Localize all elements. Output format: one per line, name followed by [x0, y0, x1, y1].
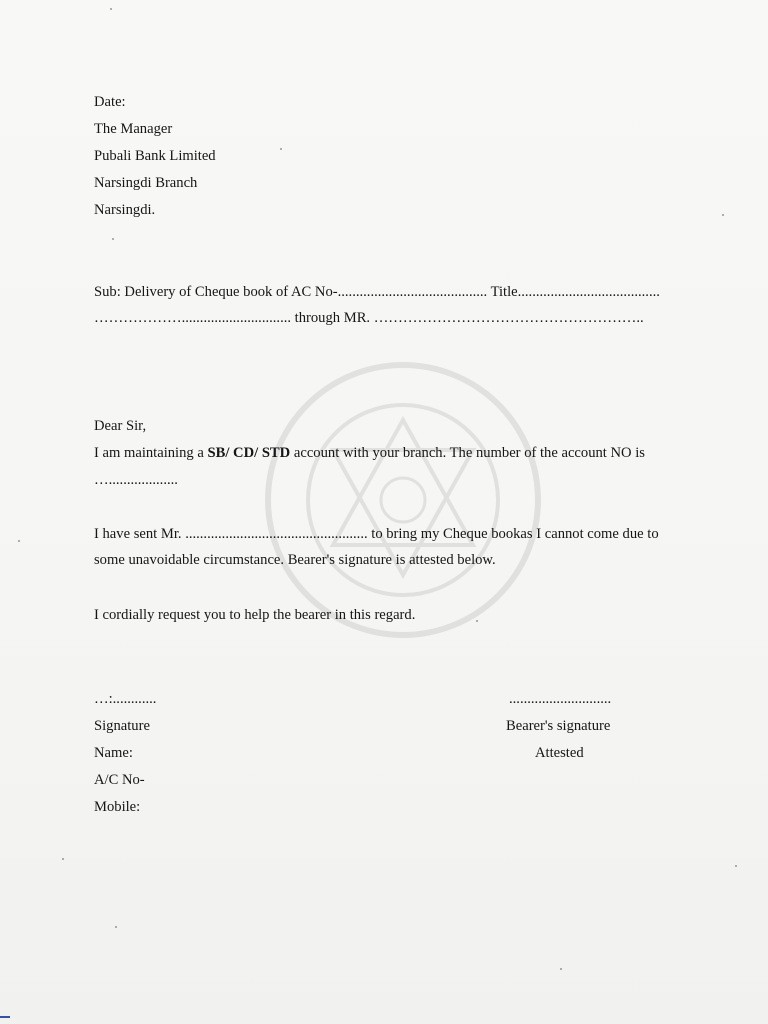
subject-line-2: ……………….............................. through MR. ……………………………………………….. [94, 310, 644, 326]
account-number-blank: …................... [94, 472, 178, 488]
body-p1-suffix: account with your branch. The number of the account NO is [290, 445, 645, 461]
scan-edge-mark [0, 1016, 10, 1018]
bearer-signature-dots: ............................ [509, 691, 612, 707]
scan-speck [110, 8, 112, 10]
mobile-label: Mobile: [94, 799, 141, 815]
date-label: Date: [94, 94, 126, 110]
scan-speck [280, 148, 282, 150]
scan-speck [115, 926, 117, 928]
signature-label: Signature [94, 718, 150, 734]
name-label: Name: [94, 745, 133, 761]
account-number-label: A/C No- [94, 772, 145, 788]
scan-speck [722, 214, 724, 216]
scan-speck [476, 620, 478, 622]
recipient-title: The Manager [94, 121, 173, 137]
recipient-city: Narsingdi. [94, 202, 156, 218]
attested-label: Attested [535, 745, 584, 761]
body-paragraph-2-line-1: I have sent Mr. .................................................. to bring my Cheque bookas I cannot come due to [94, 526, 659, 542]
scan-speck [112, 238, 114, 240]
scan-speck [560, 968, 562, 970]
body-paragraph-2-line-2: some unavoidable circumstance. Bearer's signature is attested below. [94, 552, 496, 568]
signature-dots: …:............ [94, 691, 157, 707]
scan-speck [735, 865, 737, 867]
account-type-options: SB/ CD/ STD [207, 445, 291, 461]
salutation: Dear Sir, [94, 418, 147, 434]
body-p1-prefix: I am maintaining a [94, 445, 208, 461]
subject-line-1: Sub: Delivery of Cheque book of AC No-......................................... Title....................................... [94, 284, 660, 300]
recipient-bank: Pubali Bank Limited [94, 148, 216, 164]
body-paragraph-3: I cordially request you to help the bearer in this regard. [94, 607, 416, 623]
scan-speck [18, 540, 20, 542]
scan-speck [62, 858, 64, 860]
body-paragraph-1 [94, 444, 645, 462]
bearer-signature-label: Bearer's signature [506, 718, 611, 734]
recipient-branch: Narsingdi Branch [94, 175, 198, 191]
seal-watermark [258, 350, 548, 650]
